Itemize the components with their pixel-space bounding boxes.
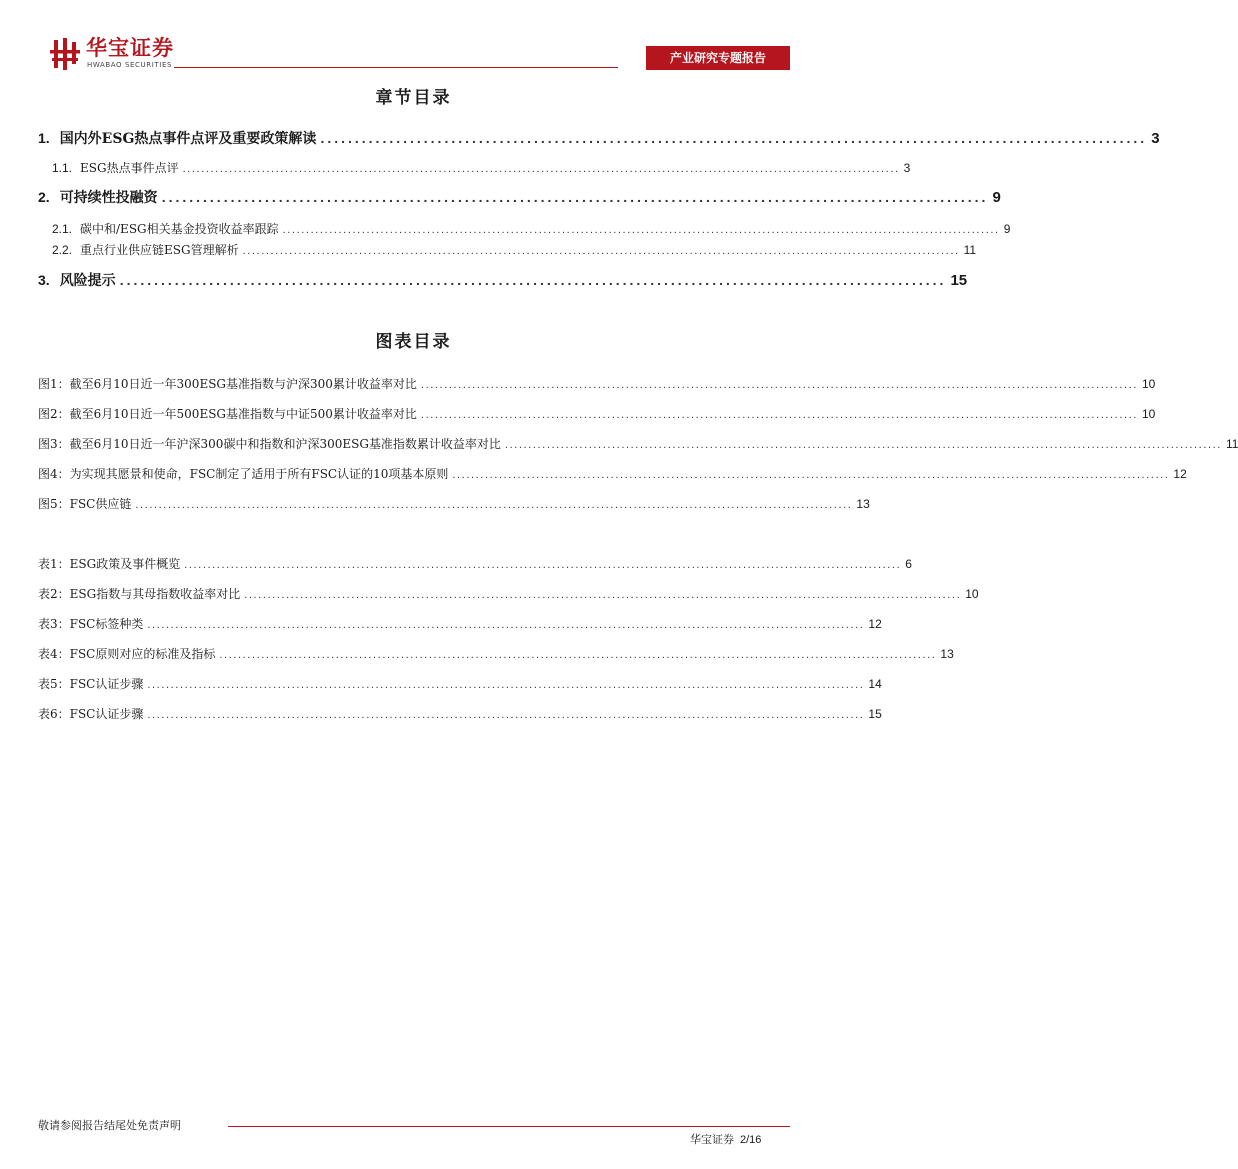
footer-divider xyxy=(228,1126,790,1127)
figure-entry-label: 图1：截至6月10日近一年300ESG基准指数与沪深300累计收益率对比 xyxy=(38,377,417,391)
logo-text-cn: 华宝证券 xyxy=(86,36,174,60)
footer-company: 华宝证券 xyxy=(690,1133,734,1146)
toc-entry-number: 1. xyxy=(38,130,50,146)
dot-leader: ........................................................................................................................ xyxy=(119,272,947,288)
figure-toc-title: 图表目录 xyxy=(375,332,452,352)
figure-entry-label: 图4：为实现其愿景和使命，FSC制定了适用于所有FSC认证的10项基本原则 xyxy=(38,467,449,481)
dot-leader: .......................................................................................................................................................... xyxy=(219,649,937,661)
dot-leader: ........................................................................................................................ xyxy=(161,189,989,205)
toc-entry-title: 国内外ESG热点事件点评及重要政策解读 xyxy=(59,131,317,147)
toc-entry-page: 3 xyxy=(1151,130,1160,147)
logo-text-en: HWABAO SECURITIES xyxy=(87,61,173,69)
footer-page-info xyxy=(690,1133,761,1147)
figure-entry-label: 图2：截至6月10日近一年500ESG基准指数与中证500累计收益率对比 xyxy=(38,407,417,421)
dot-leader: .......................................................................................................................................................... xyxy=(420,409,1138,421)
dot-leader: .......................................................................................................................................................... xyxy=(420,379,1138,391)
toc-entry-title: 重点行业供应链ESG管理解析 xyxy=(80,243,239,257)
chapter-toc-title: 章节目录 xyxy=(375,88,452,108)
table-entry-label: 表3：FSC标签种类 xyxy=(38,617,144,631)
figure-entry[interactable] xyxy=(38,375,1156,391)
figure-entry-page: 10 xyxy=(1141,407,1156,421)
figure-entry[interactable] xyxy=(38,405,1156,421)
table-entry-label: 表6：FSC认证步骤 xyxy=(38,707,144,721)
toc-entry-page: 3 xyxy=(903,161,911,175)
report-type-badge: 产业研究专题报告 xyxy=(646,46,790,70)
hwabao-logo-icon xyxy=(50,38,80,70)
figure-entry[interactable] xyxy=(38,435,1238,451)
toc-entry-number: 1.1. xyxy=(52,161,73,175)
table-entry[interactable] xyxy=(38,705,882,721)
table-entry[interactable] xyxy=(38,585,979,601)
toc-entry-title: 可持续性投融资 xyxy=(59,190,158,206)
toc-entry-page: 9 xyxy=(992,189,1001,206)
toc-entry-title: 风险提示 xyxy=(59,273,116,289)
figure-entry-label: 图3：截至6月10日近一年沪深300碳中和指数和沪深300ESG基准指数累计收益率对比 xyxy=(38,437,501,451)
table-entry-page: 13 xyxy=(940,647,954,661)
figure-entry[interactable] xyxy=(38,465,1187,481)
table-entry-page: 6 xyxy=(905,557,912,571)
toc-entry[interactable] xyxy=(52,159,911,175)
dot-leader: .......................................................................................................................................................... xyxy=(147,679,865,691)
table-entry-label: 表5：FSC认证步骤 xyxy=(38,677,144,691)
toc-entry-number: 2.1. xyxy=(52,222,73,236)
figure-entry-page: 12 xyxy=(1173,467,1187,481)
toc-entry-title: ESG热点事件点评 xyxy=(80,161,179,175)
dot-leader: .......................................................................................................................................................... xyxy=(282,224,1000,236)
table-entry-label: 表4：FSC原则对应的标准及指标 xyxy=(38,647,216,661)
table-entry-label: 表2：ESG指数与其母指数收益率对比 xyxy=(38,587,241,601)
toc-entry-page: 9 xyxy=(1003,222,1011,236)
dot-leader: .......................................................................................................................................................... xyxy=(184,559,902,571)
toc-entry-number: 2. xyxy=(38,189,50,205)
toc-entry-page: 15 xyxy=(950,272,968,289)
table-entry-label: 表1：ESG政策及事件概览 xyxy=(38,557,181,571)
table-entry[interactable] xyxy=(38,615,882,631)
figure-entry-page: 11 xyxy=(1225,437,1238,451)
toc-entry-number: 3. xyxy=(38,272,50,288)
toc-entry-page: 11 xyxy=(963,243,977,257)
toc-entry[interactable] xyxy=(38,270,968,290)
disclaimer-note: 敬请参阅报告结尾处免责声明 xyxy=(38,1119,181,1132)
dot-leader: ........................................................................................................................ xyxy=(320,130,1148,146)
dot-leader: .......................................................................................................................................................... xyxy=(244,589,962,601)
dot-leader: .......................................................................................................................................................... xyxy=(147,619,865,631)
table-entry-page: 14 xyxy=(868,677,882,691)
toc-entry-number: 2.2. xyxy=(52,243,73,257)
toc-entry[interactable] xyxy=(38,187,1001,207)
figure-entry-page: 13 xyxy=(856,497,870,511)
toc-entry[interactable] xyxy=(38,128,1160,148)
page-header xyxy=(0,0,827,80)
toc-entry[interactable] xyxy=(52,220,1011,236)
toc-entry-title: 碳中和/ESG相关基金投资收益率跟踪 xyxy=(80,222,279,236)
table-entry-page: 15 xyxy=(868,707,882,721)
table-entry-page: 12 xyxy=(868,617,882,631)
table-entry[interactable] xyxy=(38,555,912,571)
dot-leader: .......................................................................................................................................................... xyxy=(452,469,1170,481)
header-divider xyxy=(174,67,618,68)
dot-leader: .......................................................................................................................................................... xyxy=(135,499,853,511)
dot-leader: .......................................................................................................................................................... xyxy=(242,245,960,257)
dot-leader: .......................................................................................................................................................... xyxy=(147,709,865,721)
dot-leader: .......................................................................................................................................................... xyxy=(504,439,1222,451)
dot-leader: .......................................................................................................................................................... xyxy=(182,163,900,175)
table-entry-page: 10 xyxy=(965,587,979,601)
figure-entry-label: 图5：FSC供应链 xyxy=(38,497,132,511)
figure-entry-page: 10 xyxy=(1141,377,1156,391)
figure-entry[interactable] xyxy=(38,495,870,511)
toc-entry[interactable] xyxy=(52,241,977,257)
table-entry[interactable] xyxy=(38,645,954,661)
table-entry[interactable] xyxy=(38,675,882,691)
page-number: 2/16 xyxy=(740,1134,762,1146)
